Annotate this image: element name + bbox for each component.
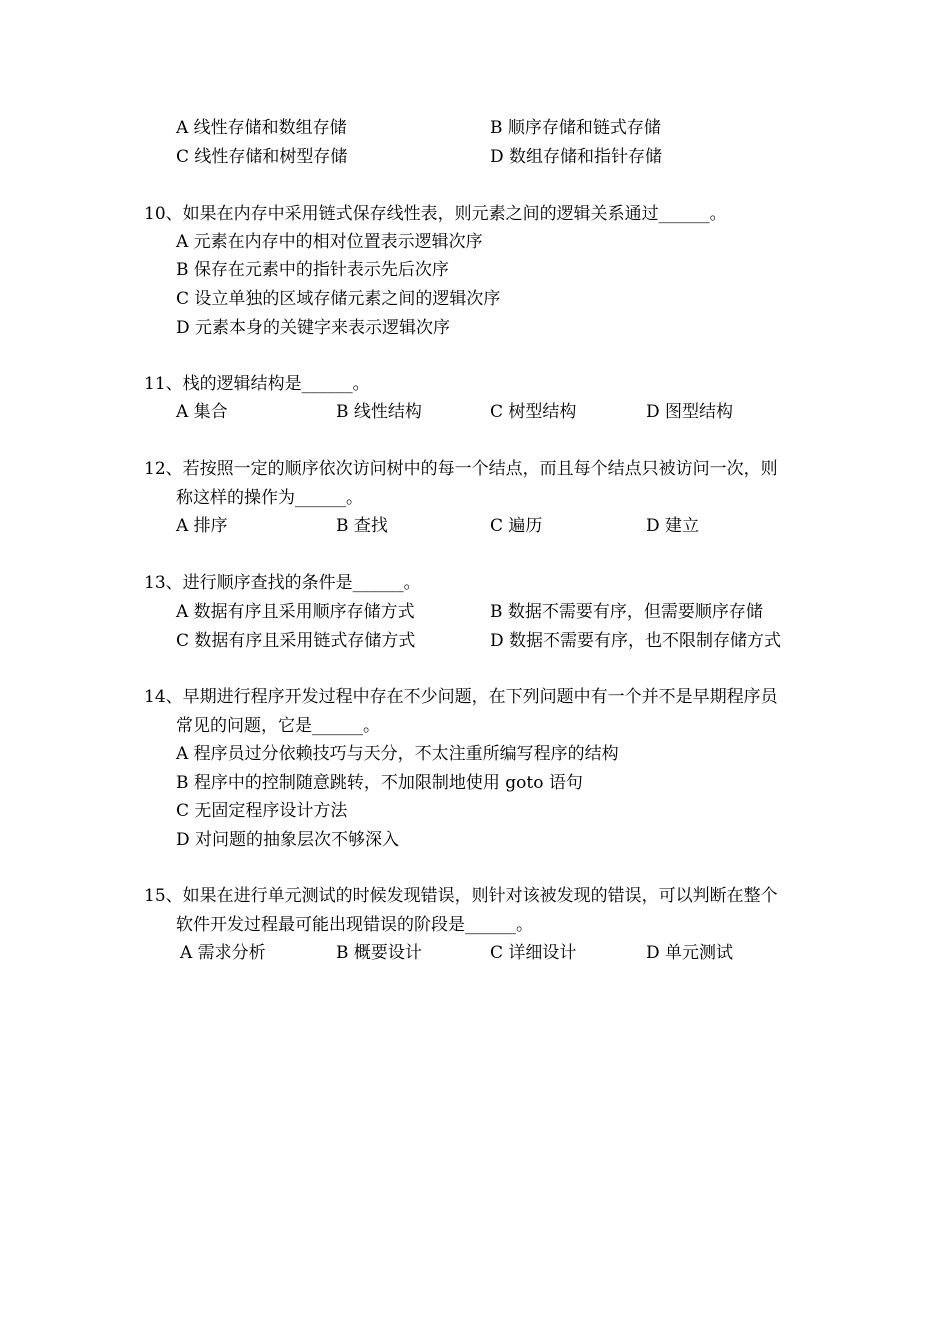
q12-option-b: B 查找 — [336, 516, 388, 536]
q11-option-d: D 图型结构 — [646, 402, 734, 422]
q10-option-c: C 设立单独的区域存储元素之间的逻辑次序 — [176, 289, 501, 309]
q10-option-b: B 保存在元素中的指针表示先后次序 — [176, 260, 449, 280]
q12-option-d: D 建立 — [646, 516, 700, 536]
q14-option-b: B 程序中的控制随意跳转，不加限制地使用 goto 语句 — [176, 773, 583, 793]
q10-option-d: D 元素本身的关键字来表示逻辑次序 — [176, 318, 451, 338]
q11-option-b: B 线性结构 — [336, 402, 422, 422]
q13-option-b: B 数据不需要有序，但需要顺序存储 — [490, 602, 763, 622]
q13-option-c: C 数据有序且采用链式存储方式 — [176, 631, 416, 651]
q9-option-a: A 线性存储和数组存储 — [176, 118, 347, 138]
q14-option-d: D 对问题的抽象层次不够深入 — [176, 830, 400, 850]
q15-option-c: C 详细设计 — [490, 943, 577, 963]
q15-stem-line1: 15、如果在进行单元测试的时候发现错误，则针对该被发现的错误，可以判断在整个 — [144, 886, 778, 906]
q9-option-b: B 顺序存储和链式存储 — [490, 118, 661, 138]
q12-stem-line2: 称这样的操作为______。 — [176, 488, 363, 508]
q13-option-d: D 数据不需要有序，也不限制存储方式 — [490, 631, 782, 651]
q13-stem: 13、进行顺序查找的条件是______。 — [144, 573, 421, 593]
q12-stem-line1: 12、若按照一定的顺序依次访问树中的每一个结点，而且每个结点只被访问一次，则 — [144, 459, 778, 479]
q14-option-a: A 程序员过分依赖技巧与天分，不太注重所编写程序的结构 — [176, 744, 619, 764]
q10-stem: 10、如果在内存中采用链式保存线性表，则元素之间的逻辑关系通过______。 — [144, 204, 727, 224]
q15-option-b: B 概要设计 — [336, 943, 422, 963]
q15-option-a: A 需求分析 — [180, 943, 266, 963]
q14-option-c: C 无固定程序设计方法 — [176, 801, 348, 821]
q15-stem-line2: 软件开发过程最可能出现错误的阶段是______。 — [176, 915, 533, 935]
q12-option-a: A 排序 — [176, 516, 228, 536]
q10-option-a: A 元素在内存中的相对位置表示逻辑次序 — [176, 232, 483, 252]
q13-option-a: A 数据有序且采用顺序存储方式 — [176, 602, 415, 622]
q11-stem: 11、栈的逻辑结构是______。 — [144, 374, 370, 394]
q14-stem-line2: 常见的问题，它是______。 — [176, 716, 380, 736]
q11-option-a: A 集合 — [176, 402, 228, 422]
q15-option-d: D 单元测试 — [646, 943, 734, 963]
q12-option-c: C 遍历 — [490, 516, 543, 536]
q11-option-c: C 树型结构 — [490, 402, 577, 422]
q9-option-d: D 数组存储和指针存储 — [490, 147, 663, 167]
q9-option-c: C 线性存储和树型存储 — [176, 147, 348, 167]
q14-stem-line1: 14、早期进行程序开发过程中存在不少问题，在下列问题中有一个并不是早期程序员 — [144, 687, 778, 707]
